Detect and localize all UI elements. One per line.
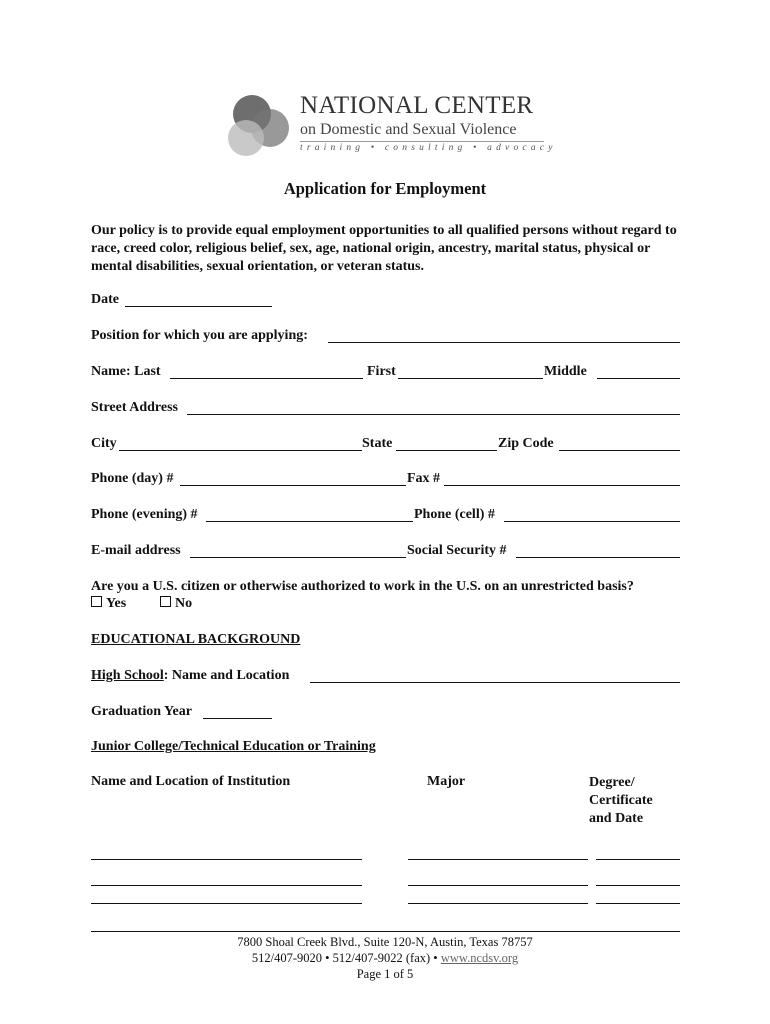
email-label: E-mail address	[91, 543, 181, 558]
institution-row-3-field[interactable]	[91, 903, 362, 904]
date-field[interactable]	[125, 306, 272, 307]
city-label: City	[91, 436, 117, 451]
yes-label: Yes	[106, 596, 127, 611]
phone-day-field[interactable]	[180, 485, 406, 486]
name-first-field[interactable]	[398, 378, 543, 379]
phone-cell-label: Phone (cell) #	[414, 507, 495, 522]
degree-row-3-field[interactable]	[596, 903, 680, 904]
ssn-label: Social Security #	[407, 543, 507, 558]
junior-college-heading: Junior College/Technical Education or Training	[91, 739, 376, 754]
major-row-3-field[interactable]	[408, 903, 588, 904]
footer-contact: 512/407-9020 • 512/407-9022 (fax) • www.ncdsv.org	[251, 951, 519, 965]
col-major-header: Major	[427, 774, 466, 789]
ssn-field[interactable]	[516, 557, 680, 558]
footer	[0, 934, 770, 982]
graduation-year-label: Graduation Year	[91, 704, 192, 719]
citizen-question: Are you a U.S. citizen or otherwise authorized to work in the U.S. on an unrestricted basis?	[91, 579, 634, 594]
name-last-field[interactable]	[170, 378, 363, 379]
name-middle-label: Middle	[544, 364, 587, 379]
page-title: Application for Employment	[283, 179, 487, 198]
name-last-label: Name: Last	[91, 364, 161, 379]
col-institution-header: Name and Location of Institution	[91, 774, 291, 789]
degree-row-2-field[interactable]	[596, 885, 680, 886]
phone-evening-field[interactable]	[206, 521, 413, 522]
high-school-label: High School: Name and Location	[91, 668, 290, 683]
website-link[interactable]: www.ncdsv.org	[440, 951, 519, 965]
fax-label: Fax #	[407, 471, 441, 486]
state-label: State	[362, 436, 393, 451]
citizen-no-option[interactable]	[160, 596, 192, 612]
logo-tagline: training • consulting • advocacy	[300, 143, 557, 153]
citizen-yes-option[interactable]	[91, 596, 126, 612]
logo-name: NATIONAL CENTER	[300, 92, 534, 119]
logo-circles-icon	[222, 90, 294, 162]
education-heading: EDUCATIONAL BACKGROUND	[91, 632, 301, 647]
state-field[interactable]	[396, 450, 497, 451]
city-field[interactable]	[119, 450, 362, 451]
page-number: Page 1 of 5	[356, 967, 414, 981]
phone-day-label: Phone (day) #	[91, 471, 174, 486]
position-label: Position for which you are applying:	[91, 328, 308, 343]
zip-label: Zip Code	[498, 436, 554, 451]
logo-divider	[300, 141, 544, 142]
graduation-year-field[interactable]	[203, 718, 272, 719]
fax-field[interactable]	[444, 485, 680, 486]
name-middle-field[interactable]	[597, 378, 680, 379]
institution-row-1-field[interactable]	[91, 859, 362, 860]
major-row-1-field[interactable]	[408, 859, 588, 860]
col-degree-header: Degree/ Certificate and Date	[589, 775, 653, 826]
email-field[interactable]	[190, 557, 406, 558]
no-checkbox[interactable]	[160, 596, 171, 607]
logo-subtitle: on Domestic and Sexual Violence	[300, 121, 517, 138]
phone-evening-label: Phone (evening) #	[91, 507, 198, 522]
footer-divider	[91, 931, 680, 932]
street-label: Street Address	[91, 400, 178, 415]
major-row-2-field[interactable]	[408, 885, 588, 886]
name-first-label: First	[367, 364, 396, 379]
street-field[interactable]	[187, 414, 680, 415]
footer-address: 7800 Shoal Creek Blvd., Suite 120-N, Austin, Texas 78757	[237, 935, 533, 949]
policy-statement: Our policy is to provide equal employment opportunities to all qualified persons without regard to race, creed color, religious belief, sex, age, national origin, ancestry, marital status, physical or mental disabilities, sexual orientation, or veteran status.	[91, 223, 677, 274]
high-school-field[interactable]	[310, 682, 680, 683]
position-field[interactable]	[328, 342, 680, 343]
no-label: No	[175, 596, 193, 611]
date-label: Date	[91, 292, 119, 307]
phone-cell-field[interactable]	[504, 521, 680, 522]
zip-field[interactable]	[559, 450, 680, 451]
degree-row-1-field[interactable]	[596, 859, 680, 860]
yes-checkbox[interactable]	[91, 596, 102, 607]
institution-row-2-field[interactable]	[91, 885, 362, 886]
